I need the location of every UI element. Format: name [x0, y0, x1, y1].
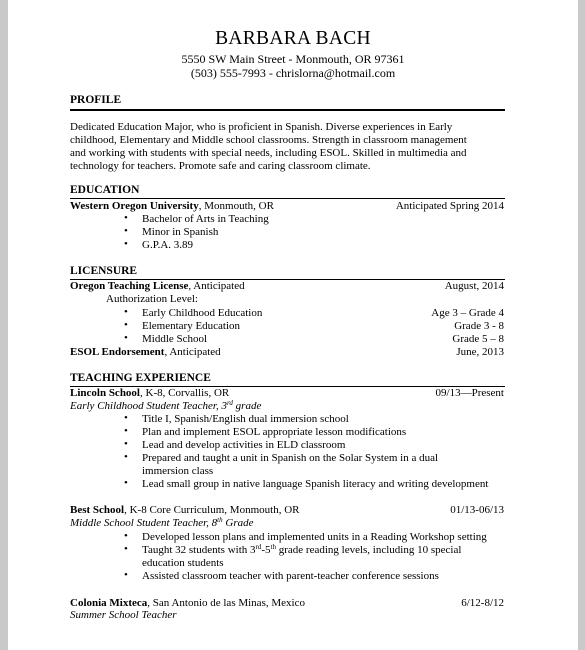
- education-location: , Monmouth, OR: [198, 200, 274, 212]
- bullet-icon: •: [124, 477, 128, 489]
- job-item: Developed lesson plans and implemented units in a Reading Workshop setting: [142, 531, 487, 543]
- esol-status: , Anticipated: [164, 346, 221, 358]
- license-line: [70, 280, 245, 292]
- bullet-icon: •: [124, 412, 128, 424]
- esol-name: ESOL Endorsement: [70, 346, 165, 358]
- job-location: , K-8 Core Curriculum, Monmouth, OR: [124, 504, 300, 516]
- job-item: Lead and develop activities in ELD classroom: [142, 439, 346, 451]
- job-item: Assisted classroom teacher with parent-teacher conference sessions: [142, 570, 439, 582]
- job-school-line: [70, 597, 305, 609]
- esol-line: [70, 346, 221, 358]
- job-role: Early Childhood Student Teacher, 3rd grade: [70, 399, 262, 412]
- license-level: Elementary Education: [142, 320, 241, 332]
- license-date: August, 2014: [444, 280, 504, 292]
- job-school-line: [70, 387, 229, 399]
- bullet-icon: •: [124, 225, 128, 237]
- education-date: Anticipated Spring 2014: [395, 200, 504, 212]
- job-role: Summer School Teacher: [70, 609, 177, 621]
- resume-page: [8, 0, 578, 650]
- job-item: Prepared and taught a unit in Spanish on the Solar System in a dual immersion class: [142, 452, 439, 477]
- bullet-icon: •: [124, 569, 128, 581]
- bullet-icon: •: [124, 530, 128, 542]
- job-item: Title I, Spanish/English dual immersion school: [142, 413, 349, 425]
- job-school: Best School: [70, 504, 125, 516]
- job-item: Lead small group in native language Spanish literacy and writing development: [142, 478, 489, 490]
- job-location: , San Antonio de las Minas, Mexico: [147, 597, 305, 609]
- job-item: Taught 32 students with 3rd-5th grade reading levels, including 10 special education students: [142, 543, 462, 569]
- education-item: Minor in Spanish: [142, 226, 219, 238]
- license-grade: Age 3 – Grade 4: [431, 307, 504, 319]
- education-school: Western Oregon University: [70, 200, 199, 212]
- job-item: Plan and implement ESOL appropriate lesson modifications: [142, 426, 407, 438]
- profile-text: Dedicated Education Major, who is proficient in Spanish. Diverse experiences in Early childhood, Elementary and Middle school classrooms. Strength in classroom management and working with students with special needs, including ESOL. Skilled in multimedia and technology for teachers. Promote safe and caring classroom climate.: [70, 121, 467, 172]
- bullet-icon: •: [124, 438, 128, 450]
- bullet-icon: •: [124, 319, 128, 331]
- bullet-icon: •: [124, 238, 128, 250]
- bullet-icon: •: [124, 425, 128, 437]
- job-date: 09/13—Present: [435, 387, 504, 399]
- license-level: Middle School: [142, 333, 208, 345]
- job-school: Lincoln School: [70, 387, 140, 399]
- license-grade: Grade 5 – 8: [452, 333, 504, 345]
- job-location: , K-8, Corvallis, OR: [140, 387, 230, 399]
- authorization-label: Authorization Level:: [106, 293, 198, 305]
- education-item: Bachelor of Arts in Teaching: [142, 213, 269, 225]
- profile-heading: PROFILE: [70, 94, 122, 106]
- bullet-icon: •: [124, 451, 128, 463]
- contact-line: (503) 555-7993 - chrislorna@hotmail.com: [190, 66, 396, 80]
- license-name: Oregon Teaching License: [70, 280, 189, 292]
- license-level: Early Childhood Education: [142, 307, 263, 319]
- education-school-line: [70, 200, 274, 212]
- education-rule: [70, 198, 505, 199]
- candidate-name: BARBARA BACH: [215, 28, 371, 49]
- job-date: 6/12-8/12: [461, 597, 504, 609]
- job-school-line: [70, 504, 299, 516]
- license-status: , Anticipated: [188, 280, 245, 292]
- esol-date: June, 2013: [456, 346, 504, 358]
- address-line: 5550 SW Main Street - Monmouth, OR 97361: [181, 52, 405, 66]
- job-role: Middle School Student Teacher, 8th Grade: [70, 516, 254, 529]
- job-date: 01/13-06/13: [450, 504, 504, 516]
- education-heading: EDUCATION: [70, 184, 140, 196]
- education-item: G.P.A. 3.89: [142, 239, 194, 251]
- job-school: Colonia Mixteca: [70, 597, 148, 609]
- bullet-icon: •: [124, 543, 128, 555]
- licensure-heading: LICENSURE: [70, 265, 138, 277]
- license-grade: Grade 3 - 8: [454, 320, 504, 332]
- bullet-icon: •: [124, 332, 128, 344]
- experience-heading: TEACHING EXPERIENCE: [70, 372, 211, 384]
- bullet-icon: •: [124, 212, 128, 224]
- profile-rule: [70, 109, 505, 111]
- bullet-icon: •: [124, 306, 128, 318]
